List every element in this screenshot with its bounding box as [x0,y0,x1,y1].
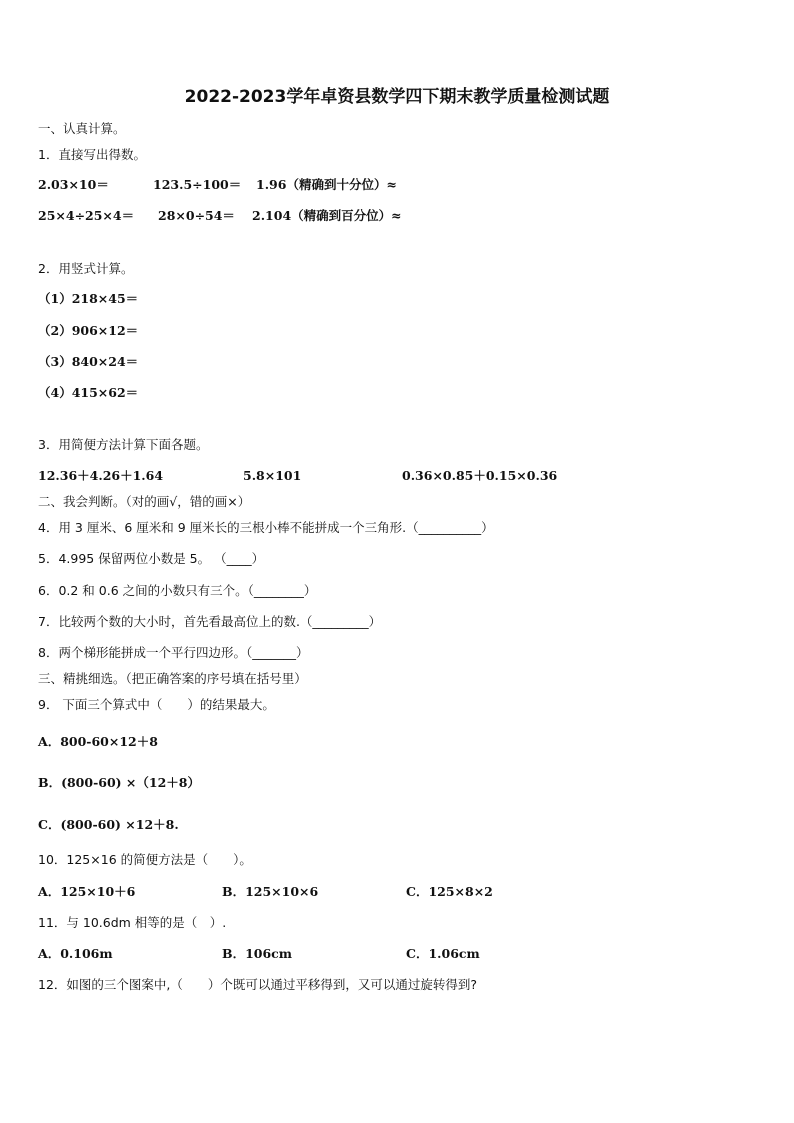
question-9-stem: 9． 下面三个算式中（ ）的结果最大。 [38,697,275,712]
question-6: 6．0.2 和 0.6 之间的小数只有三个。（________） [38,583,317,598]
q3-item-2: 5.8×101 [243,468,302,483]
q9-option-c: C．(800-60) ×12＋8. [38,817,179,832]
question-8: 8．两个梯形能拼成一个平行四边形。（_______） [38,645,309,660]
q3-item-1: 12.36＋4.26＋1.64 [38,468,164,483]
q11-option-a: A．0.106m [38,946,113,961]
q2-item-4: （4）415×62＝ [38,385,139,400]
question-1-stem: 1．直接写出得数。 [38,147,146,162]
q10-option-c: C．125×8×2 [406,884,493,899]
q1-item-3: 1.96（精确到十分位）≈ [256,177,397,192]
q1-item-5: 28×0÷54＝ [158,208,235,223]
page-title: 2022-2023学年卓资县数学四下期末教学质量检测试题 [184,87,610,107]
question-12-stem: 12．如图的三个图案中,（ ）个既可以通过平移得到，又可以通过旋转得到? [38,977,478,992]
q2-item-1: （1）218×45＝ [38,291,139,306]
section-3-heading: 三、精挑细选。（把正确答案的序号填在括号里） [38,671,307,686]
q1-item-6: 2.104（精确到百分位）≈ [252,208,402,223]
q10-option-a: A．125×10＋6 [38,884,136,899]
q1-item-4: 25×4÷25×4＝ [38,208,135,223]
q11-option-c: C．1.06cm [406,946,480,961]
q1-item-2: 123.5÷100＝ [153,177,242,192]
q10-option-b: B．125×10×6 [222,884,319,899]
section-1-heading: 一、认真计算。 [38,121,126,136]
q3-item-3: 0.36×0.85＋0.15×0.36 [402,468,558,483]
section-2-heading: 二、我会判断。（对的画√，错的画×） [38,494,251,509]
question-10-stem: 10．125×16 的简便方法是（ ）。 [38,852,252,867]
q11-option-b: B．106cm [222,946,292,961]
question-5: 5．4.995 保留两位小数是 5。 （____） [38,551,265,566]
q9-option-a: A．800-60×12＋8 [38,734,158,749]
question-11-stem: 11．与 10.6dm 相等的是（ ）. [38,915,227,930]
q2-item-2: （2）906×12＝ [38,323,139,338]
question-2-stem: 2．用竖式计算。 [38,261,134,276]
question-7: 7．比较两个数的大小时，首先看最高位上的数.（_________） [38,614,382,629]
question-4: 4．用 3 厘米、6 厘米和 9 厘米长的三根小棒不能拼成一个三角形.（__________） [38,520,494,535]
q9-option-b: B．(800-60) ×（12＋8） [38,775,200,790]
q1-item-1: 2.03×10＝ [38,177,109,192]
q2-item-3: （3）840×24＝ [38,354,139,369]
question-3-stem: 3．用简便方法计算下面各题。 [38,437,209,452]
